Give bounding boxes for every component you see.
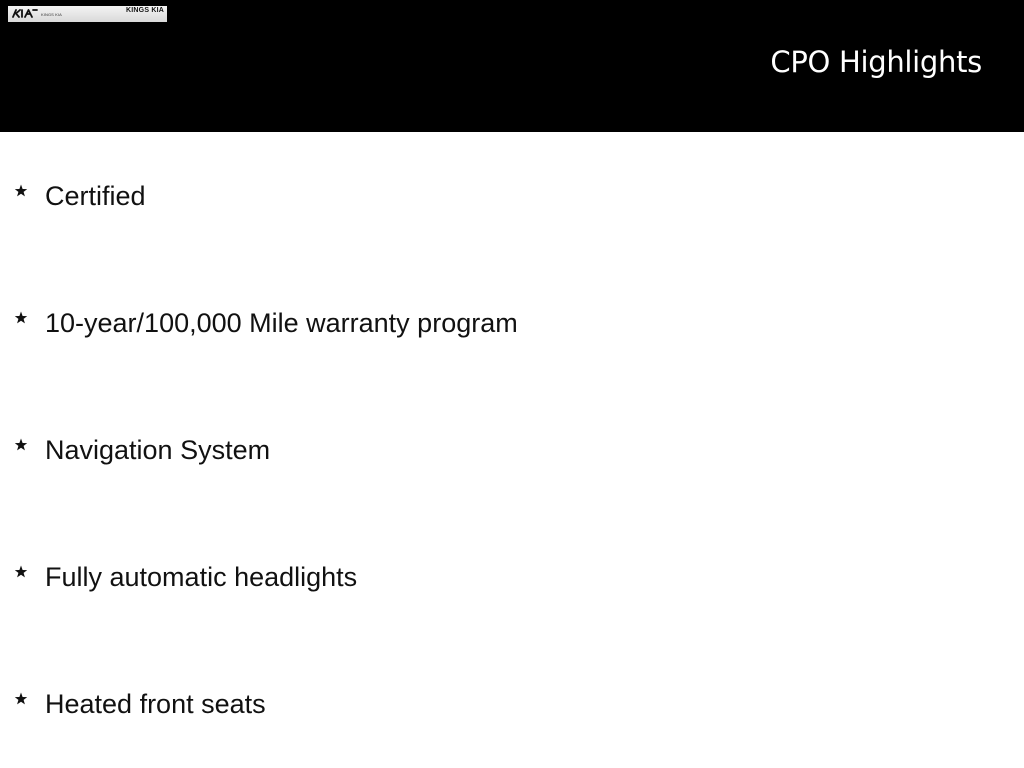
highlights-list (0, 132, 1024, 768)
star-icon (11, 181, 31, 201)
star-icon (11, 308, 31, 328)
star-icon (11, 562, 31, 582)
list-item (0, 430, 1024, 470)
logo-small-text: KINGS KIA (41, 12, 62, 17)
star-icon (11, 435, 31, 455)
logo-text: KINGS KIA (126, 7, 164, 14)
page-title: CPO Highlights (770, 45, 982, 79)
list-item (0, 176, 1024, 216)
list-item (0, 557, 1024, 597)
list-item (0, 684, 1024, 724)
kia-logo-icon (12, 9, 38, 18)
highlight-label: 10-year/100,000 Mile warranty program (45, 308, 518, 338)
highlight-label: Navigation System (45, 435, 271, 465)
highlight-label: Certified (45, 181, 146, 211)
dealer-logo (8, 6, 167, 22)
header (0, 0, 1024, 132)
highlight-label: Fully automatic headlights (45, 562, 358, 592)
list-item (0, 303, 1024, 343)
star-icon (11, 689, 31, 709)
highlight-label: Heated front seats (45, 689, 266, 719)
